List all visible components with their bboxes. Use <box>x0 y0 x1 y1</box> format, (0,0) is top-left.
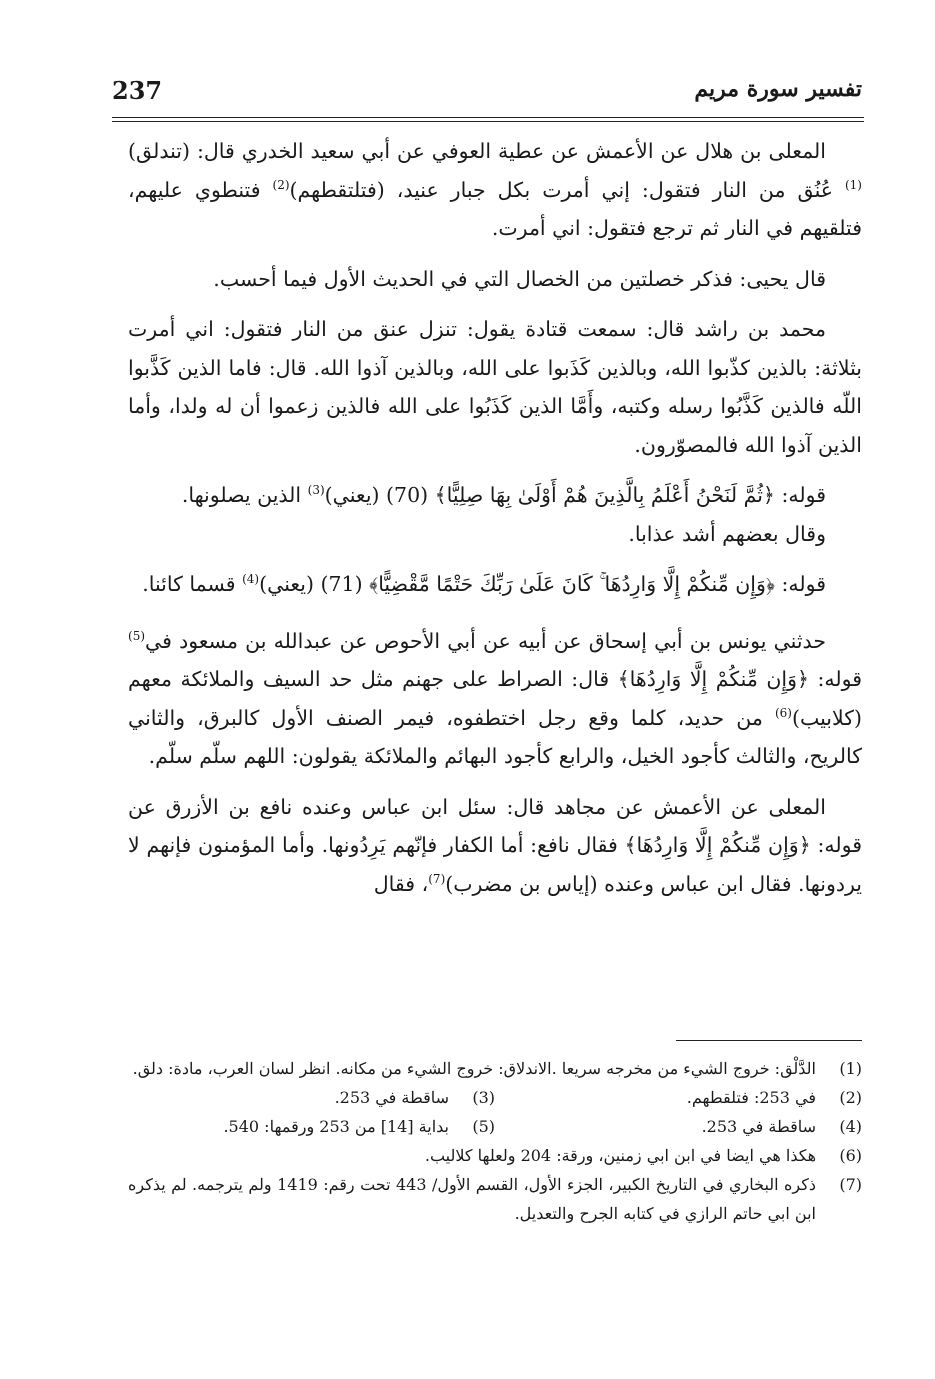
footnote-text: ساقطة في 253. <box>334 1088 449 1107</box>
page-number: 237 <box>112 76 163 105</box>
paragraph: قوله: ﴿ثُمَّ لَنَحْنُ أَعْلَمُ بِالَّذِينَ هُمْ أَوْلَىٰ بِهَا صِلِيًّا﴾ (70) (يعني)$^{(3)}$ الذين يصلونها. <box>181 483 826 507</box>
footnote-pair <box>128 1083 862 1112</box>
footnote-text: في 253: فتلقطهم. <box>686 1088 816 1107</box>
paragraph: المعلى عن الأعمش عن مجاهد قال: سئل ابن عباس وعنده نافع بن الأزرق عن قوله: ﴿وَإِن مِّنكُمْ إِلَّا وَارِدُهَا﴾ فقال نافع: أما الكفار فإنّهم يَرِدُونها. وأما المؤمنون فإنهم لا يردونها. فقال ابن عباس وعنده (إياس بن مضرب)$^{(7)}$، فقال <box>128 794 862 896</box>
footnote-text: بداية [14] من 253 ورقمها: 540. <box>223 1117 449 1136</box>
footnote-number: (2) <box>839 1088 862 1107</box>
footnote-text: هكذا هي ايضا في ابن ابي زمنين، ورقة: 204 ولعلها كلاليب. <box>424 1146 816 1165</box>
footnote-text: ساقطة في 253. <box>701 1117 816 1136</box>
footnote-number: (6) <box>839 1146 862 1165</box>
paragraph: المعلى بن هلال عن الأعمش عن عطية العوفي عن أبي سعيد الخدري قال: (تندلق)$^{(1)}$ عُنُق من النار فتقول: إني أمرت بكل جبار عنيد، (فتلتقطهم)$^{(2)}$ فتنطوي عليهم، فتلقيهم في النار ثم ترجع فتقول: اني أمرت. <box>128 139 862 240</box>
main-text <box>128 132 862 915</box>
footnote-ref: (7) <box>428 871 446 886</box>
page-header <box>112 76 862 116</box>
footnote-ref: (4) <box>242 572 260 587</box>
footnote-number: (1) <box>839 1059 862 1078</box>
footnote-number: (7) <box>839 1175 862 1194</box>
footnote-ref: (1) <box>844 177 862 192</box>
paragraph: قوله: ﴿وَإِن مِّنكُمْ إِلَّا وَارِدُهَا ۚ كَانَ عَلَىٰ رَبِّكَ حَتْمًا مَّقْضِيًّا﴾ (71) (يعني)$^{(4)}$ قسما كائنا. <box>142 572 826 596</box>
footnote-item <box>128 1054 862 1083</box>
footnote-separator <box>676 1040 862 1041</box>
paragraph: وقال بعضهم أشد عذابا. <box>628 521 826 546</box>
paragraph: محمد بن راشد قال: سمعت قتادة يقول: تنزل عنق من النار فتقول: اني أمرت بثلاثة: بالذين كذّبوا الله، وبالذين كَذَبوا على الله، وبالذين آذوا الله. قال: فاما الذين كَذَّبوا اللّه فالذين كَذَّبُوا رسله وكتبه، وأَمَّا الذين كَذَبُوا على الله فالذين زعموا أن له ولدا، وأما الذين آذوا الله فالمصوّرون. <box>128 317 862 457</box>
footnote-text: الدَّلْق: خروج الشيء من مخرجه سريعا .الاندلاق: خروج الشيء من مكانه. انظر لسان العرب، مادة: دلق. <box>132 1059 816 1078</box>
footnote-item <box>128 1170 862 1228</box>
footnote-number: (3) <box>472 1088 495 1107</box>
footnote-ref: (6) <box>774 705 792 720</box>
paragraph: حدثني يونس بن أبي إسحاق عن أبيه عن أبي الأحوص عن عبدالله بن مسعود في$^{(5)}$ قوله: ﴿وَإِن مِّنكُمْ إِلَّا وَارِدُهَا﴾ قال: الصراط على جهنم مثل حد السيف والملائكة معهم (كلابيب)$^{(6)}$ من حديد، كلما وقع رجل اختطفوه، فيمر الصنف الأول كالبرق، والثاني كالريح، والثالث كأجود الخيل، والرابع كأجود البهائم والملائكة يقولون: اللهم سلّم سلّم. <box>128 628 862 768</box>
footnote-ref: (2) <box>272 177 290 192</box>
footnote-text: ذكره البخاري في التاريخ الكبير، الجزء الأول، القسم الأول/ 443 تحت رقم: 1419 ولم يترجمه. لم يذكره ابن ابي حاتم الرازي في كتابه الجرح والتعديل. <box>128 1175 816 1223</box>
footnote-number: (4) <box>839 1117 862 1136</box>
header-rule-top <box>112 117 864 118</box>
paragraph: قال يحيى: فذكر خصلتين من الخصال التي في الحديث الأول فيما أحسب. <box>213 266 826 291</box>
header-rule-bottom <box>112 121 864 122</box>
footnote-item <box>128 1141 862 1170</box>
footnotes <box>128 1054 862 1228</box>
running-title: تفسير سورة مريم <box>694 76 862 102</box>
footnote-pair <box>128 1112 862 1141</box>
footnote-ref: (3) <box>307 483 325 498</box>
footnote-number: (5) <box>472 1117 495 1136</box>
footnote-ref: (5) <box>128 628 146 643</box>
